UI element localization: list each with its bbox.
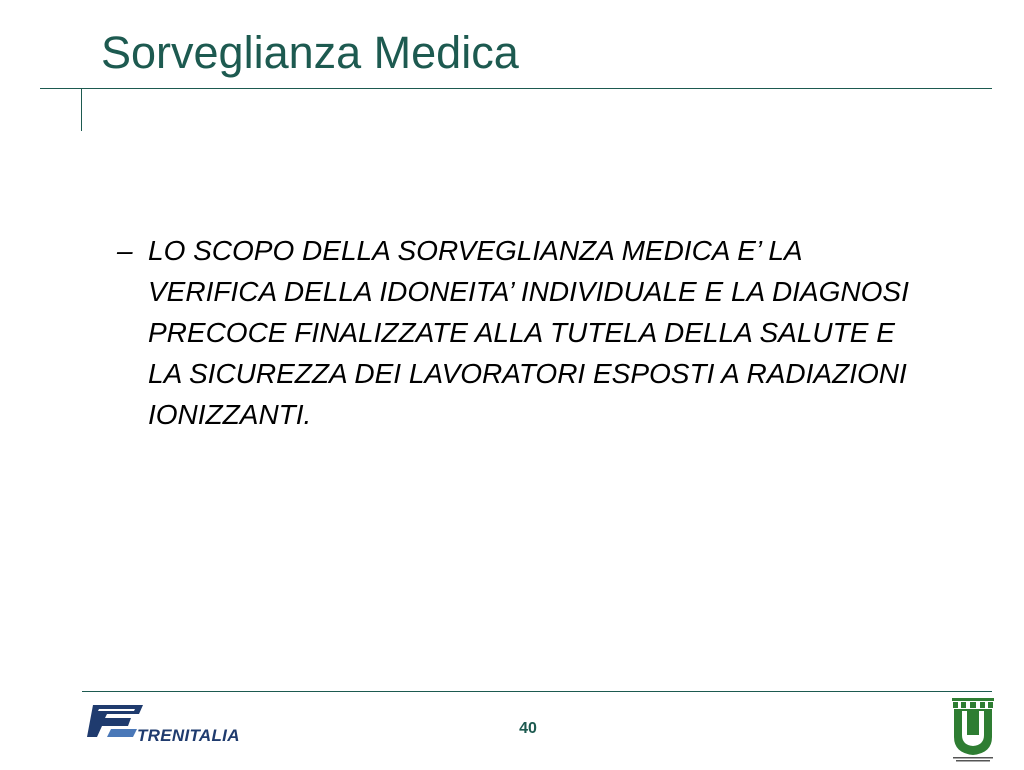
university-crest-icon <box>948 697 998 765</box>
fs-mark-icon <box>85 697 145 747</box>
trenitalia-logo <box>85 697 255 749</box>
bullet-text: LO SCOPO DELLA SORVEGLIANZA MEDICA E’ LA VERIFICA DELLA IDONEITA’ INDIVIDUALE E LA DIAGNOSI PRECOCE FINALIZZATE ALLA TUTELA DELLA SALUTE E LA SICUREZZA DEI LAVORATORI ESPOSTI A RADIAZIONI IONIZZANTI. <box>148 235 909 430</box>
tor-vergata-logo <box>948 697 998 765</box>
title-divider <box>40 88 992 89</box>
page-number: 40 <box>519 720 537 737</box>
footer-divider <box>82 691 992 692</box>
title-vertical-accent <box>81 88 82 131</box>
bullet-item <box>117 230 927 435</box>
bullet-dash: – <box>117 235 133 266</box>
slide-title: Sorveglianza Medica <box>101 27 519 78</box>
trenitalia-wordmark: TRENITALIA <box>137 726 240 745</box>
